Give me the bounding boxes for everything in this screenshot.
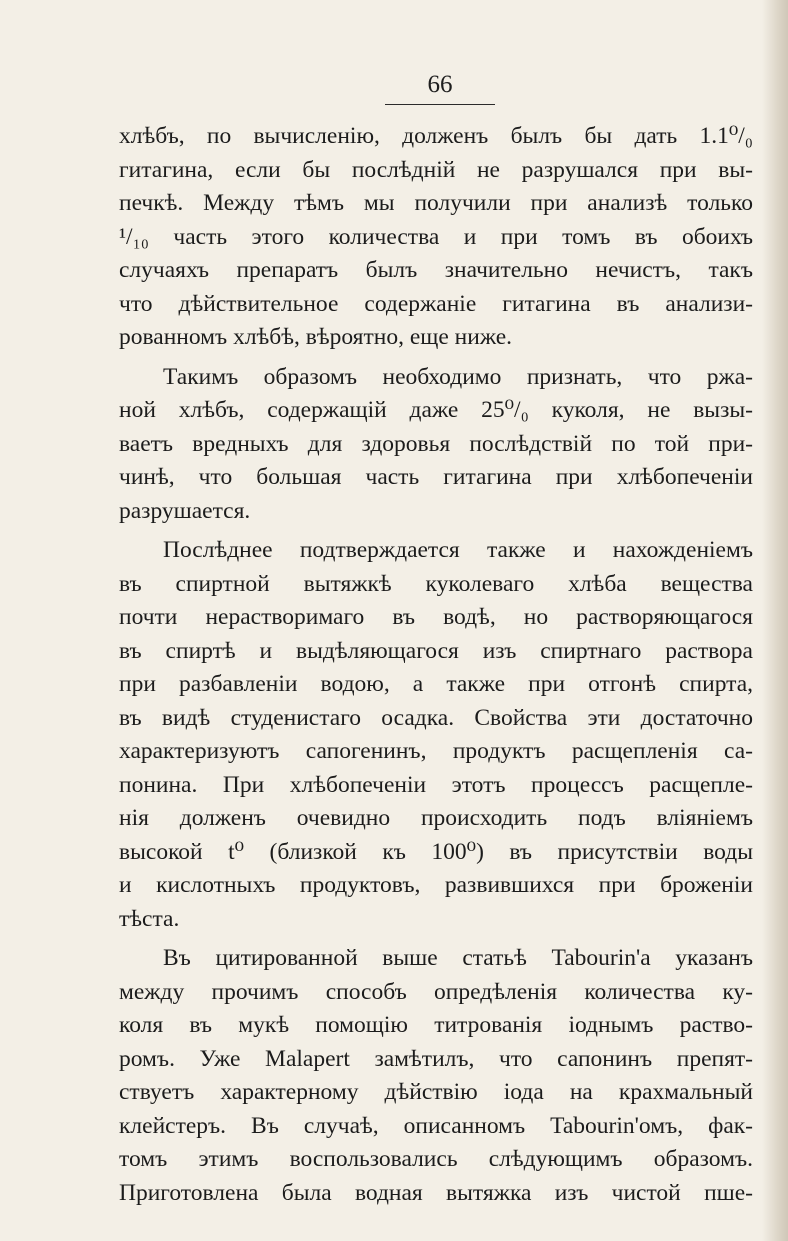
text-line: тѣста.: [119, 905, 180, 932]
text-line: коля въ мукѣ помощію титрованія іоднымъ раство-: [119, 1012, 753, 1038]
text-line: почти нерастворимаго въ водѣ, но растворяющагося: [119, 604, 753, 630]
header-rule: [385, 104, 495, 105]
text-line: въ спиртѣ и выдѣляющагося изъ спиртнаго раствора: [119, 637, 753, 664]
text-line: нія долженъ очевидно происходить подъ вліяніемъ: [119, 805, 753, 831]
text-line: ной хлѣбъ, содержащій даже 25⁰/₀ куколя, не вызы-: [119, 397, 753, 423]
text-line: гитагина, если бы послѣдній не разрушался при вы-: [119, 156, 753, 183]
text-line: въ спиртной вытяжкѣ куколеваго хлѣба вещества: [119, 570, 753, 597]
text-line: печкѣ. Между тѣмъ мы получили при анализѣ только: [119, 190, 753, 216]
text-line: рованномъ хлѣбѣ, вѣроятно, еще ниже.: [119, 324, 513, 350]
text-line: чинѣ, что большая часть гитагина при хлѣбопеченіи: [119, 464, 753, 490]
text-line: ромъ. Уже Malapert замѣтилъ, что сапонинъ препят-: [119, 1045, 753, 1072]
text-line: высокой t⁰ (близкой къ 100⁰) въ присутствіи воды: [119, 838, 753, 865]
text-line: что дѣйствительное содержаніе гитагина въ анализи-: [119, 290, 753, 317]
text-line: Послѣднее подтверждается также и нахожденіемъ: [163, 537, 753, 563]
text-line: разрушается.: [119, 497, 251, 524]
text-line: томъ этимъ воспользовались слѣдующимъ образомъ.: [119, 1146, 753, 1172]
text-line: клейстеръ. Въ случаѣ, описанномъ Tabourin'омъ, фак-: [119, 1112, 753, 1139]
paragraph: [119, 942, 753, 1210]
text-line: Въ цитированной выше статьѣ Tabourin'а указанъ: [163, 945, 753, 971]
text-line: ¹/₁₀ часть этого количества и при томъ въ обоихъ: [119, 223, 753, 250]
text-line: между прочимъ способъ опредѣленія количества ку-: [119, 978, 753, 1005]
text-line: Такимъ образомъ необходимо признать, что ржа-: [163, 363, 753, 390]
text-line: хлѣбъ, по вычисленію, долженъ былъ бы дать 1.1⁰/₀: [119, 123, 753, 149]
text-line: ваетъ вредныхъ для здоровья послѣдствій по той при-: [119, 430, 753, 457]
page-header: [385, 70, 495, 105]
text-line: понина. При хлѣбопеченіи этотъ процессъ расщепле-: [119, 771, 753, 798]
paragraph: [119, 120, 753, 355]
text-line: и кислотныхъ продуктовъ, развившихся при броженіи: [119, 872, 753, 898]
text-line: случаяхъ препаратъ былъ значительно нечистъ, такъ: [119, 257, 753, 283]
paragraph: [119, 534, 753, 936]
paragraph: [119, 361, 753, 529]
text-line: ствуетъ характерному дѣйствію іода на крахмальный: [119, 1079, 753, 1105]
page-edge-shadow: [762, 0, 788, 1241]
text-line: въ видѣ студенистаго осадка. Свойства эти достаточно: [119, 704, 753, 731]
text-line: Приготовлена была водная вытяжка изъ чистой пше-: [119, 1179, 753, 1206]
page-number: 66: [427, 71, 453, 98]
text-line: при разбавленіи водою, а также при отгонѣ спирта,: [119, 671, 753, 697]
text-line: характеризуютъ сапогенинъ, продуктъ расщепленія са-: [119, 738, 753, 764]
body-text: [119, 120, 753, 1216]
